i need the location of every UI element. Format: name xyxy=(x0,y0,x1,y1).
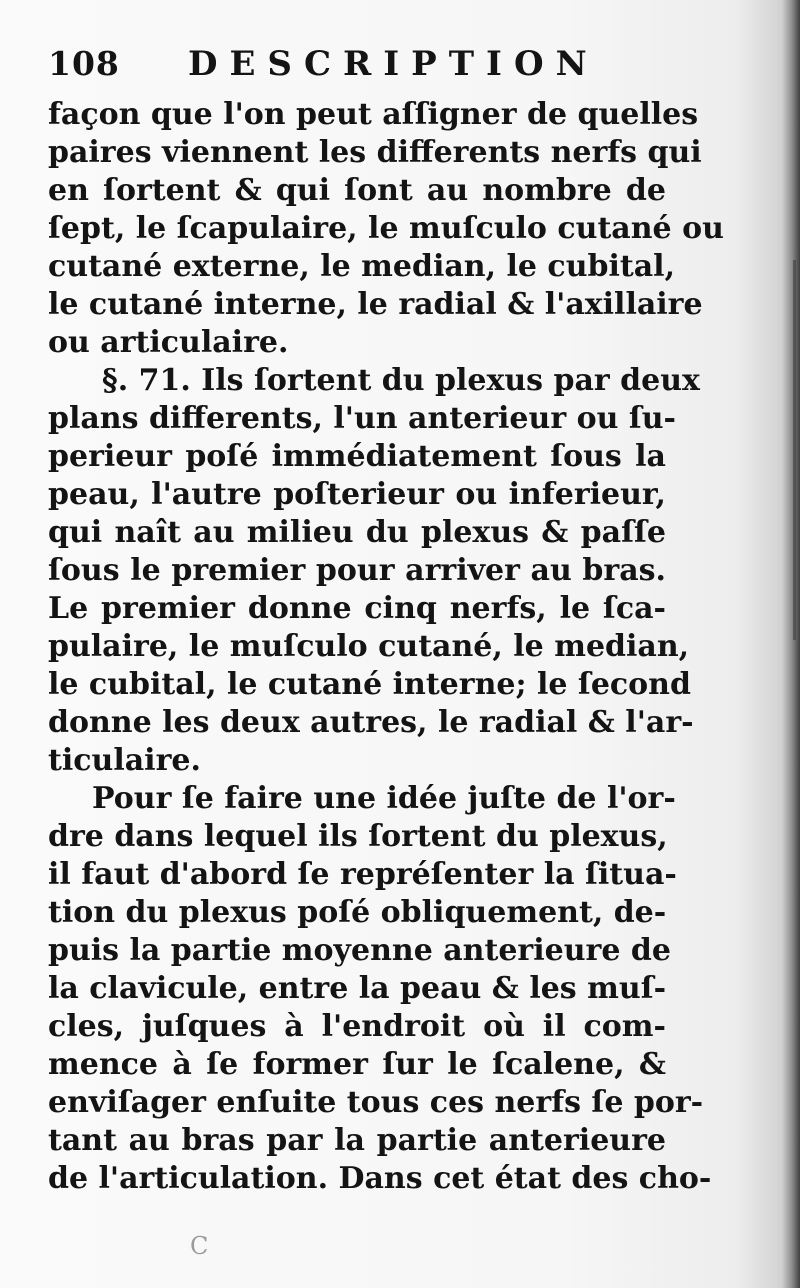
page-header xyxy=(48,40,599,90)
text-line: perieur poſé immédiatement ſous la xyxy=(48,439,666,474)
page-edge-line xyxy=(793,260,796,640)
text-line: paires viennent les differents nerfs qui xyxy=(48,135,702,170)
text-line: le cutané interne, le radial & l'axillaire xyxy=(48,287,703,322)
text-line: en ſortent & qui ſont au nombre de xyxy=(48,173,666,208)
text-line: mence à ſe former ſur le ſcalene, & xyxy=(48,1047,666,1082)
text-line: de l'articulation. Dans cet état des cho- xyxy=(48,1161,712,1196)
text-line: donne les deux autres, le radial & l'ar- xyxy=(48,705,694,740)
text-line: le cubital, le cutané interne; le ſecond xyxy=(48,667,691,702)
text-line: dre dans lequel ils ſortent du plexus, xyxy=(48,819,668,854)
text-line: il faut d'abord ſe repréſenter la ſitua- xyxy=(48,857,677,892)
text-line: tant au bras par la partie anterieure xyxy=(48,1123,666,1158)
text-line: §. 71. Ils ſortent du plexus par deux xyxy=(102,363,700,398)
text-line: cles, juſques à l'endroit où il com- xyxy=(48,1009,666,1044)
text-line: pulaire, le muſculo cutané, le median, xyxy=(48,629,690,664)
body-text xyxy=(48,96,724,1198)
text-line: ſept, le ſcapulaire, le muſculo cutané ou xyxy=(48,211,724,246)
text-line: ſous le premier pour arriver au bras. xyxy=(48,553,666,588)
text-line: Le premier donne cinq nerfs, le ſca- xyxy=(48,591,666,626)
text-line: ou articulaire. xyxy=(48,325,289,360)
running-title: DESCRIPTION xyxy=(188,44,599,84)
text-line: peau, l'autre poſterieur ou inferieur, xyxy=(48,477,666,512)
text-line: la clavicule, entre la peau & les muſ- xyxy=(48,971,667,1006)
page-number: 108 xyxy=(48,44,120,83)
text-line: puis la partie moyenne anterieure de xyxy=(48,933,671,968)
text-line: enviſager enſuite tous ces nerfs ſe por- xyxy=(48,1085,704,1120)
text-line: qui naît au milieu du plexus & paſſe xyxy=(48,515,666,550)
text-line: tion du plexus poſé obliquement, de- xyxy=(48,895,667,930)
bleed-through-mark: C xyxy=(190,1232,249,1260)
page-edge-shadow xyxy=(782,0,800,1288)
text-line: cutané externe, le median, le cubital, xyxy=(48,249,676,284)
text-line: plans differents, l'un anterieur ou ſu- xyxy=(48,401,677,436)
text-line: façon que l'on peut aſſigner de quelles xyxy=(48,97,699,132)
text-line: Pour ſe faire une idée juſte de l'or- xyxy=(92,781,676,816)
text-line: ticulaire. xyxy=(48,743,201,778)
